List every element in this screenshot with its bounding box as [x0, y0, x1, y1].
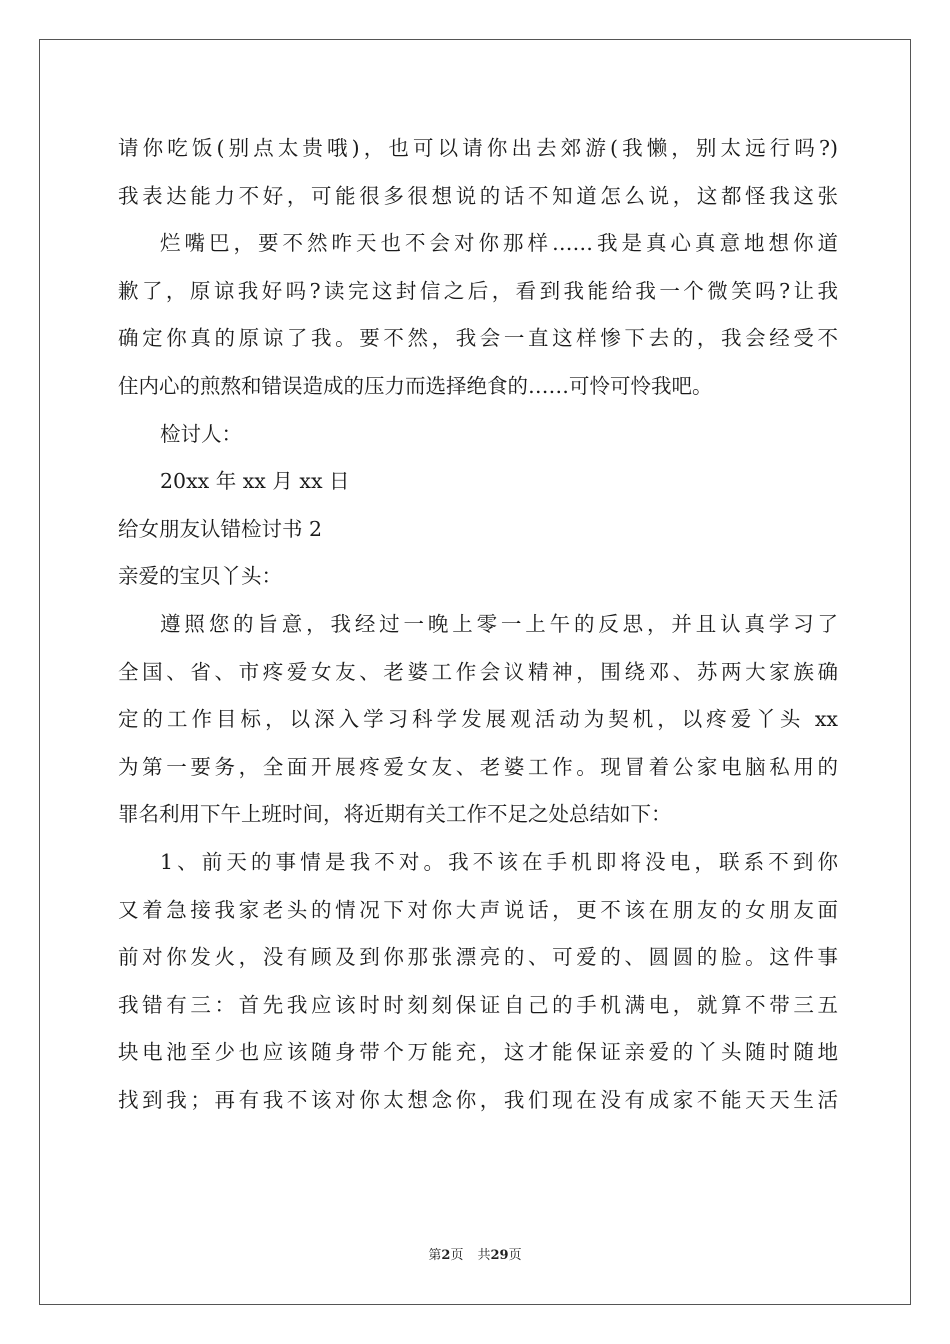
text-line: 我错有三：首先我应该时时刻刻保证自己的手机满电，就算不带三五 [118, 992, 838, 1017]
text-line: 块电池至少也应该随身带个万能充，这才能保证亲爱的丫头随时随地 [118, 1040, 838, 1065]
total-pages: 29 [490, 1248, 509, 1263]
text-line: 又着急接我家老头的情况下对你大声说话，更不该在朋友的女朋友面 [118, 897, 838, 922]
text-line: 定的工作目标，以深入学习科学发展观活动为契机，以疼爱丫头 xx [118, 707, 838, 732]
text-line: 确定你真的原谅了我。要不然，我会一直这样惨下去的，我会经受不 [118, 326, 838, 351]
text-line: 我表达能力不好，可能很多很想说的话不知道怎么说，这都怪我这张 [118, 183, 838, 208]
text-line: 为第一要务，全面开展疼爱女友、老婆工作。现冒着公家电脑私用的 [118, 754, 838, 779]
text-line: 前对你发火，没有顾及到你那张漂亮的、可爱的、圆圆的脸。这件事 [118, 945, 838, 970]
total-suffix: 页 [508, 1248, 522, 1263]
text-line: 请你吃饭(别点太贵哦)，也可以请你出去郊游(我懒，别太远行吗?) [118, 136, 838, 160]
document-body [118, 125, 838, 1124]
date-line: 20xx 年 xx 月 xx 日 [160, 469, 350, 494]
page-prefix: 第 [428, 1248, 442, 1263]
text-line: 住内心的煎熬和错误造成的压力而选择绝食的……可怜可怜我吧。 [118, 373, 713, 398]
text-line: 找到我；再有我不该对你太想念你，我们现在没有成家不能天天生活 [118, 1087, 838, 1112]
page-number: 2 [441, 1248, 451, 1263]
page-footer [0, 1244, 950, 1263]
text-line: 1、前天的事情是我不对。我不该在手机即将没电，联系不到你 [160, 849, 838, 874]
text-line: 遵照您的旨意，我经过一晚上零一上午的反思，并且认真学习了 [160, 611, 838, 636]
page-suffix: 页 [450, 1248, 464, 1263]
salutation: 亲爱的宝贝丫头： [118, 564, 282, 589]
text-line: 罪名利用下午上班时间，将近期有关工作不足之处总结如下： [118, 802, 672, 827]
text-line: 烂嘴巴，要不然昨天也不会对你那样……我是真心真意地想你道 [160, 231, 838, 256]
text-line: 歉了，原谅我好吗?读完这封信之后，看到我能给我一个微笑吗?让我 [118, 278, 838, 303]
text-line: 全国、省、市疼爱女友、老婆工作会议精神，围绕邓、苏两大家族确 [118, 659, 838, 684]
total-prefix: 共 [477, 1248, 491, 1263]
section-title: 给女朋友认错检讨书 2 [118, 516, 323, 541]
signatory-label: 检讨人： [160, 421, 242, 446]
